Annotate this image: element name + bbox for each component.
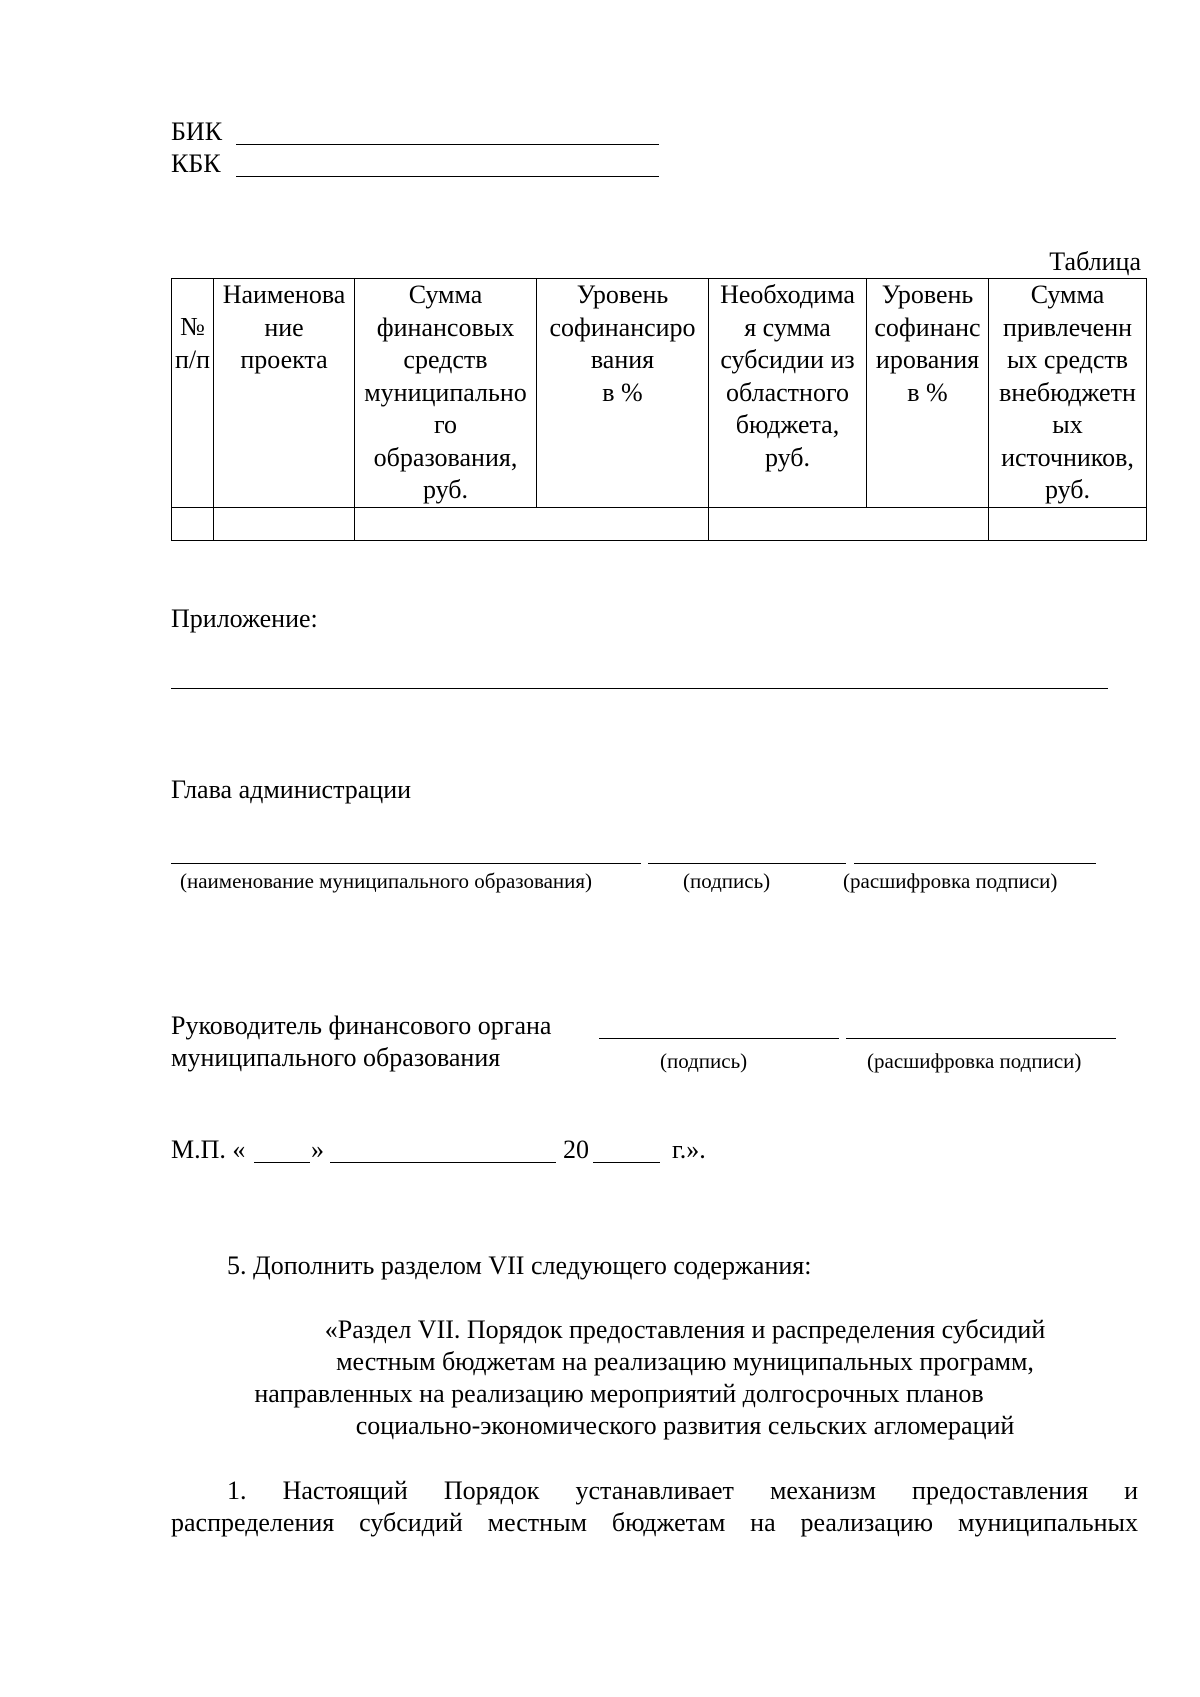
head-admin-sign-blank bbox=[648, 863, 846, 864]
head-admin-sign-caption: (подпись) bbox=[683, 869, 771, 893]
stamp-mp: М.П. « bbox=[171, 1135, 246, 1164]
stamp-year-blank bbox=[593, 1162, 660, 1163]
table-cell bbox=[989, 508, 1147, 541]
table-cell bbox=[709, 508, 989, 541]
head-admin-decode-caption: (расшифровка подписи) bbox=[843, 869, 1058, 893]
header-cell: Сумма привлеченн ых средств внебюджетн ых источников, руб. bbox=[989, 279, 1147, 508]
subsidy-table bbox=[171, 278, 1147, 541]
stamp-year-suffix: г.». bbox=[672, 1135, 706, 1164]
table-row bbox=[172, 508, 1147, 541]
stamp-year-prefix: 20 bbox=[563, 1135, 589, 1164]
head-admin-org-caption: (наименование муниципального образования) bbox=[180, 869, 593, 893]
table-header-row bbox=[172, 279, 1147, 508]
table-cell bbox=[355, 508, 709, 541]
header-cell: № п/п bbox=[172, 279, 214, 508]
header-cell: Уровень софинанс ирования в % bbox=[867, 279, 989, 508]
head-admin-org-blank bbox=[171, 863, 641, 864]
stamp-month-blank bbox=[330, 1162, 556, 1163]
section-title-line: местным бюджетам на реализацию муниципальных программ, bbox=[336, 1347, 1034, 1376]
para1-line2: распределения субсидий местным бюджетам на реализацию муниципальных bbox=[171, 1508, 1138, 1537]
fin-head-decode-caption: (расшифровка подписи) bbox=[867, 1049, 1082, 1073]
header-cell: Уровень софинансиро вания в % bbox=[537, 279, 709, 508]
stamp-day-blank bbox=[254, 1162, 310, 1163]
fin-head-sign-blank bbox=[599, 1038, 839, 1039]
bik-label: БИК bbox=[171, 117, 223, 146]
header-cell: Необходима я сумма субсидии из областного бюджета, руб. bbox=[709, 279, 867, 508]
para1-line1: 1. Настоящий Порядок устанавливает механизм предоставления и bbox=[227, 1476, 1138, 1505]
stamp-close-quote: » bbox=[311, 1135, 324, 1164]
fin-head-decode-blank bbox=[846, 1038, 1116, 1039]
kbk-label: КБК bbox=[171, 149, 221, 178]
table-cell bbox=[214, 508, 355, 541]
item-5: 5. Дополнить разделом VII следующего содержания: bbox=[227, 1251, 812, 1280]
fin-head-sign-caption: (подпись) bbox=[660, 1049, 748, 1073]
fin-head-line1: Руководитель финансового органа bbox=[171, 1011, 552, 1040]
appendix-blank bbox=[171, 688, 1108, 689]
header-cell: Сумма финансовых средств муниципально го образования, руб. bbox=[355, 279, 537, 508]
section-title-line: «Раздел VII. Порядок предоставления и распределения субсидий bbox=[324, 1315, 1046, 1344]
header-cell: Наименова ние проекта bbox=[214, 279, 355, 508]
head-admin-title: Глава администрации bbox=[171, 775, 412, 804]
head-admin-decode-blank bbox=[854, 863, 1096, 864]
kbk-blank bbox=[236, 176, 659, 177]
section-title-line: социально-экономического развития сельских агломераций bbox=[355, 1411, 1015, 1440]
appendix-label: Приложение: bbox=[171, 604, 318, 633]
table-cell bbox=[172, 508, 214, 541]
table-caption: Таблица bbox=[1049, 247, 1141, 276]
fin-head-line2: муниципального образования bbox=[171, 1043, 501, 1072]
bik-blank bbox=[236, 144, 659, 145]
section-title-line: направленных на реализацию мероприятий долгосрочных планов bbox=[254, 1379, 984, 1408]
